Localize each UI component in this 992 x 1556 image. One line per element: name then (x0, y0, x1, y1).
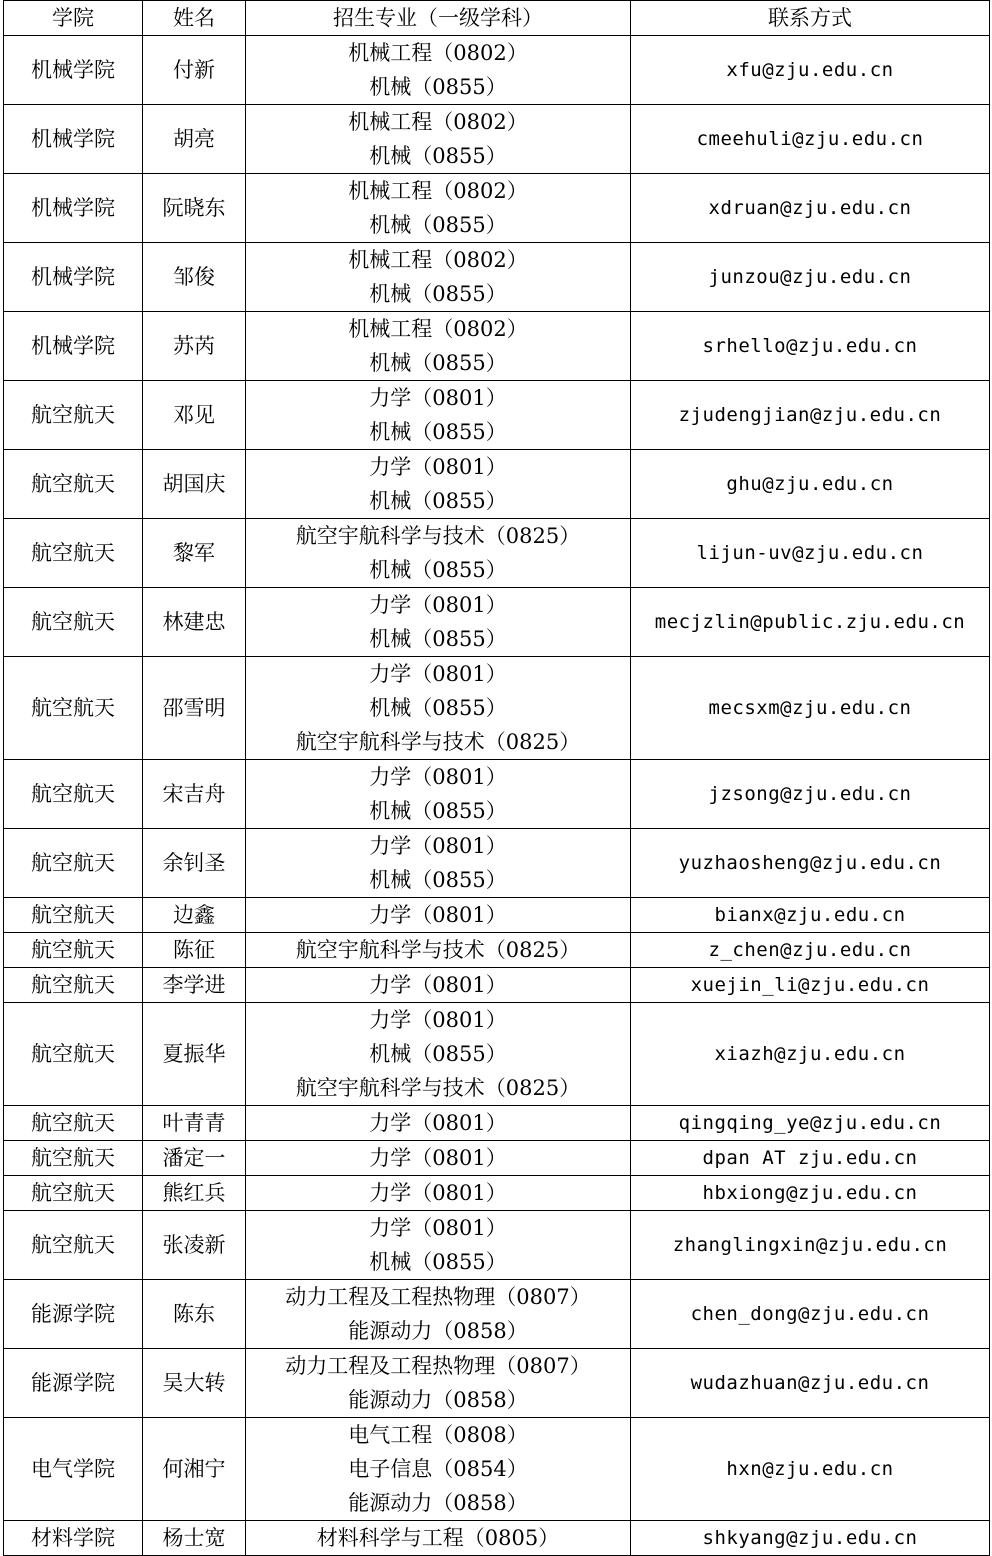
name-cell: 宋吉舟 (143, 760, 246, 829)
major-line: 航空宇航科学与技术（0825） (295, 938, 581, 962)
college-cell: 航空航天 (4, 588, 143, 657)
major-line: 力学（0801） (369, 1181, 507, 1205)
major-cell (246, 933, 631, 968)
name-cell: 张凌新 (143, 1211, 246, 1280)
major-line: 能源动力（0858） (348, 1491, 528, 1515)
table-row (4, 243, 990, 312)
major-cell (246, 588, 631, 657)
table-row (4, 450, 990, 519)
major-cell (246, 829, 631, 898)
table-row (4, 1003, 990, 1106)
email-cell[interactable]: bianx@zju.edu.cn (631, 898, 990, 933)
major-line: 机械（0855） (369, 558, 507, 582)
name-cell: 边鑫 (143, 898, 246, 933)
major-line: 航空宇航科学与技术（0825） (295, 524, 581, 548)
college-cell: 航空航天 (4, 1106, 143, 1141)
major-line: 机械工程（0802） (348, 41, 528, 65)
email-cell[interactable]: mecsxm@zju.edu.cn (631, 657, 990, 760)
major-line: 机械（0855） (369, 1042, 507, 1066)
major-cell (246, 1280, 631, 1349)
table-row (4, 657, 990, 760)
major-cell (246, 1176, 631, 1211)
college-cell: 航空航天 (4, 657, 143, 760)
major-line: 机械工程（0802） (348, 248, 528, 272)
table-row (4, 36, 990, 105)
header-name: 姓名 (143, 1, 246, 36)
email-cell[interactable]: z_chen@zju.edu.cn (631, 933, 990, 968)
major-line: 机械（0855） (369, 213, 507, 237)
major-line: 机械（0855） (369, 420, 507, 444)
major-cell (246, 1521, 631, 1556)
major-line: 机械工程（0802） (348, 317, 528, 341)
college-cell: 电气学院 (4, 1418, 143, 1521)
major-cell (246, 381, 631, 450)
name-cell: 李学进 (143, 968, 246, 1003)
table-row (4, 381, 990, 450)
college-cell: 材料学院 (4, 1521, 143, 1556)
email-cell[interactable]: xfu@zju.edu.cn (631, 36, 990, 105)
email-cell[interactable]: srhello@zju.edu.cn (631, 312, 990, 381)
college-cell: 能源学院 (4, 1349, 143, 1418)
major-line: 力学（0801） (369, 1008, 507, 1032)
header-row (4, 1, 990, 36)
major-cell (246, 174, 631, 243)
major-line: 动力工程及工程热物理（0807） (285, 1285, 591, 1309)
email-cell[interactable]: qingqing_ye@zju.edu.cn (631, 1106, 990, 1141)
major-cell (246, 760, 631, 829)
major-line: 电气工程（0808） (348, 1423, 528, 1447)
name-cell: 林建忠 (143, 588, 246, 657)
major-line: 机械工程（0802） (348, 179, 528, 203)
college-cell: 航空航天 (4, 1211, 143, 1280)
table-row (4, 1106, 990, 1141)
name-cell: 付新 (143, 36, 246, 105)
major-cell (246, 519, 631, 588)
major-line: 机械（0855） (369, 489, 507, 513)
table-row (4, 174, 990, 243)
table-row (4, 1280, 990, 1349)
college-cell: 航空航天 (4, 968, 143, 1003)
major-line: 力学（0801） (369, 662, 507, 686)
major-cell (246, 243, 631, 312)
email-cell[interactable]: xiazh@zju.edu.cn (631, 1003, 990, 1106)
major-line: 力学（0801） (369, 1146, 507, 1170)
major-line: 机械（0855） (369, 75, 507, 99)
name-cell: 苏芮 (143, 312, 246, 381)
college-cell: 机械学院 (4, 105, 143, 174)
major-cell (246, 1106, 631, 1141)
major-line: 机械（0855） (369, 351, 507, 375)
college-cell: 航空航天 (4, 519, 143, 588)
major-cell (246, 1141, 631, 1176)
name-cell: 余钊圣 (143, 829, 246, 898)
major-line: 航空宇航科学与技术（0825） (295, 1076, 581, 1100)
major-line: 机械（0855） (369, 868, 507, 892)
name-cell: 邹俊 (143, 243, 246, 312)
name-cell: 黎军 (143, 519, 246, 588)
major-cell (246, 1211, 631, 1280)
table-row (4, 588, 990, 657)
major-line: 机械（0855） (369, 799, 507, 823)
email-cell[interactable]: zjudengjian@zju.edu.cn (631, 381, 990, 450)
email-cell[interactable]: junzou@zju.edu.cn (631, 243, 990, 312)
college-cell: 机械学院 (4, 36, 143, 105)
table-row (4, 1521, 990, 1556)
college-cell: 航空航天 (4, 381, 143, 450)
college-cell: 航空航天 (4, 829, 143, 898)
header-major: 招生专业（一级学科） (246, 1, 631, 36)
supervisor-table (3, 0, 990, 1556)
major-line: 航空宇航科学与技术（0825） (295, 730, 581, 754)
name-cell: 潘定一 (143, 1141, 246, 1176)
email-cell[interactable]: chen_dong@zju.edu.cn (631, 1280, 990, 1349)
name-cell: 陈东 (143, 1280, 246, 1349)
email-cell[interactable]: cmeehuli@zju.edu.cn (631, 105, 990, 174)
college-cell: 航空航天 (4, 1003, 143, 1106)
email-cell[interactable]: yuzhaosheng@zju.edu.cn (631, 829, 990, 898)
major-line: 力学（0801） (369, 455, 507, 479)
email-cell[interactable]: dpan AT zju.edu.cn (631, 1141, 990, 1176)
major-cell (246, 36, 631, 105)
major-line: 能源动力（0858） (348, 1319, 528, 1343)
table-row (4, 829, 990, 898)
email-cell[interactable]: wudazhuan@zju.edu.cn (631, 1349, 990, 1418)
major-line: 机械（0855） (369, 696, 507, 720)
name-cell: 陈征 (143, 933, 246, 968)
major-line: 力学（0801） (369, 973, 507, 997)
email-cell[interactable]: jzsong@zju.edu.cn (631, 760, 990, 829)
college-cell: 航空航天 (4, 450, 143, 519)
name-cell: 胡亮 (143, 105, 246, 174)
major-line: 力学（0801） (369, 1111, 507, 1135)
major-line: 能源动力（0858） (348, 1388, 528, 1412)
major-cell (246, 105, 631, 174)
major-cell (246, 1418, 631, 1521)
major-cell (246, 1349, 631, 1418)
table-row (4, 519, 990, 588)
email-cell[interactable]: mecjzlin@public.zju.edu.cn (631, 588, 990, 657)
college-cell: 能源学院 (4, 1280, 143, 1349)
name-cell: 阮晓东 (143, 174, 246, 243)
major-line: 力学（0801） (369, 386, 507, 410)
college-cell: 航空航天 (4, 898, 143, 933)
major-cell (246, 968, 631, 1003)
major-line: 机械（0855） (369, 1250, 507, 1274)
major-line: 力学（0801） (369, 903, 507, 927)
name-cell: 杨士宽 (143, 1521, 246, 1556)
major-line: 机械工程（0802） (348, 110, 528, 134)
email-cell[interactable]: hbxiong@zju.edu.cn (631, 1176, 990, 1211)
major-line: 力学（0801） (369, 593, 507, 617)
major-line: 力学（0801） (369, 1216, 507, 1240)
name-cell: 熊红兵 (143, 1176, 246, 1211)
major-cell (246, 450, 631, 519)
email-cell[interactable]: xuejin_li@zju.edu.cn (631, 968, 990, 1003)
table-row (4, 1418, 990, 1521)
email-cell[interactable]: shkyang@zju.edu.cn (631, 1521, 990, 1556)
major-line: 材料科学与工程（0805） (316, 1526, 560, 1550)
table-row (4, 933, 990, 968)
major-line: 力学（0801） (369, 834, 507, 858)
name-cell: 吴大转 (143, 1349, 246, 1418)
college-cell: 机械学院 (4, 312, 143, 381)
major-line: 电子信息（0854） (348, 1457, 528, 1481)
college-cell: 航空航天 (4, 760, 143, 829)
name-cell: 邵雪明 (143, 657, 246, 760)
college-cell: 机械学院 (4, 243, 143, 312)
major-line: 机械（0855） (369, 144, 507, 168)
email-cell[interactable]: zhanglingxin@zju.edu.cn (631, 1211, 990, 1280)
table-row (4, 898, 990, 933)
college-cell: 机械学院 (4, 174, 143, 243)
name-cell: 胡国庆 (143, 450, 246, 519)
email-cell[interactable]: xdruan@zju.edu.cn (631, 174, 990, 243)
major-line: 动力工程及工程热物理（0807） (285, 1354, 591, 1378)
table-row (4, 105, 990, 174)
email-cell[interactable]: ghu@zju.edu.cn (631, 450, 990, 519)
header-college: 学院 (4, 1, 143, 36)
table-row (4, 1211, 990, 1280)
table-row (4, 1176, 990, 1211)
table-body (4, 36, 990, 1556)
email-cell[interactable]: lijun-uv@zju.edu.cn (631, 519, 990, 588)
major-cell (246, 657, 631, 760)
header-contact: 联系方式 (631, 1, 990, 36)
table-row (4, 1349, 990, 1418)
table-row (4, 1141, 990, 1176)
major-cell (246, 1003, 631, 1106)
name-cell: 何湘宁 (143, 1418, 246, 1521)
email-cell[interactable]: hxn@zju.edu.cn (631, 1418, 990, 1521)
name-cell: 邓见 (143, 381, 246, 450)
major-cell (246, 898, 631, 933)
college-cell: 航空航天 (4, 1141, 143, 1176)
major-line: 机械（0855） (369, 627, 507, 651)
major-cell (246, 312, 631, 381)
table-row (4, 968, 990, 1003)
table-row (4, 312, 990, 381)
college-cell: 航空航天 (4, 933, 143, 968)
college-cell: 航空航天 (4, 1176, 143, 1211)
major-line: 机械（0855） (369, 282, 507, 306)
major-line: 力学（0801） (369, 765, 507, 789)
table-row (4, 760, 990, 829)
name-cell: 叶青青 (143, 1106, 246, 1141)
name-cell: 夏振华 (143, 1003, 246, 1106)
